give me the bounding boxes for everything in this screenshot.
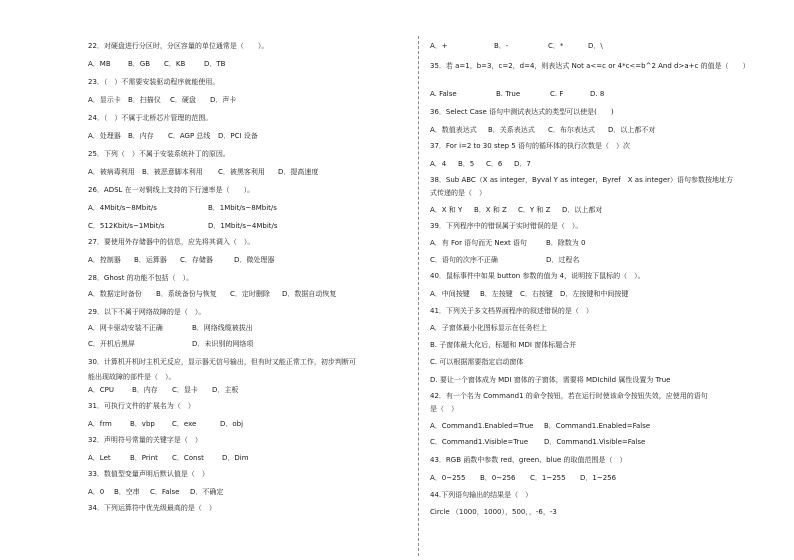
option: B．系统备份与恢复 — [156, 290, 217, 298]
option-row — [88, 60, 225, 69]
option-row — [88, 222, 278, 231]
question-text: 28．Ghost 的功能不包括（ ）。 — [88, 274, 194, 282]
option: C．定时删除 — [230, 290, 270, 298]
option: D．Command1.Visible=False — [544, 438, 646, 446]
question-text: 41．下列关于多文档界面程序的叙述错误的是（ ） — [430, 307, 593, 315]
question-text: 33．数值型变量声明后默认值是（ ） — [88, 470, 209, 478]
option: D．obj — [220, 420, 244, 428]
option-row — [430, 42, 603, 51]
option-text: C. 可以根据需要指定启动窗体 — [430, 358, 524, 366]
option: B．X 和 Z — [474, 206, 507, 214]
option: D．过程名 — [546, 256, 580, 264]
option: A．被病毒利用 — [88, 168, 135, 176]
option: B．0~256 — [480, 474, 516, 482]
option: C．KB — [164, 60, 186, 68]
question-text: 22．对硬盘进行分区时，分区容量的单位通常是（ ）。 — [88, 42, 269, 50]
option-row — [430, 206, 602, 215]
option-row — [88, 256, 274, 265]
option: D．数据自动恢复 — [282, 290, 337, 298]
option: B．被恶意脚本利用 — [142, 168, 203, 176]
option: B．除数为 0 — [546, 239, 586, 247]
option-row — [88, 454, 249, 463]
option: C．6 — [486, 160, 503, 168]
option: D．左按键和中间按键 — [560, 290, 629, 298]
option: C．1~255 — [530, 474, 566, 482]
option: A．0 — [88, 488, 105, 496]
option: A．X 和 Y — [430, 206, 463, 214]
option: D．微处理器 — [234, 256, 275, 264]
question-text: 能出现故障的部件是（ ）。 — [88, 373, 176, 381]
option-row — [430, 126, 655, 135]
option: B．5 — [458, 160, 475, 168]
question-text: 42．有一个名为 Command1 的命令按钮，若在运行时使该命令按钮失效，应使用的语句 — [430, 392, 708, 400]
option-row — [88, 488, 223, 497]
option-row — [88, 420, 243, 429]
option: B．关系表达式 — [488, 126, 535, 134]
option: D．PCI 设备 — [218, 132, 258, 140]
question-text: 24．（ ）不属于北桥芯片管理的范围。 — [88, 114, 213, 122]
option: A. False — [430, 90, 457, 98]
option-row — [430, 256, 579, 265]
option-row — [88, 132, 258, 141]
question-text: 25．下列（ ）不属于安装系统补丁的原因。 — [88, 150, 230, 158]
question-text: 是（ ） — [430, 405, 458, 413]
question-text: 31．可执行文件的扩展名为（ ） — [88, 402, 195, 410]
option: A．frm — [88, 420, 112, 428]
option: B．1Mbit/s~8Mbit/s — [208, 204, 277, 212]
column-divider — [418, 36, 419, 556]
option: A．CPU — [88, 386, 115, 394]
option: A．显示卡 — [88, 96, 121, 104]
option: D．TB — [204, 60, 226, 68]
option: B．Command1.Enabled=False — [544, 422, 651, 430]
option: C．Command1.Visible=True — [430, 438, 529, 446]
option-row — [88, 204, 277, 213]
option: A．有 For 语句而无 Next 语句 — [430, 239, 527, 247]
option: C．被黑客利用 — [218, 168, 265, 176]
option: C. F — [550, 90, 564, 98]
option: C．硬盘 — [170, 96, 196, 104]
question-text: 式传递的是（ ） — [430, 189, 486, 197]
option: D．主板 — [212, 386, 239, 394]
option: A．网卡驱动安装不正确 — [88, 324, 163, 332]
option: A．4 — [430, 160, 447, 168]
option-text: Circle （1000，1000），500，，-6，-3 — [430, 508, 557, 516]
option: A．Command1.Enabled=True — [430, 422, 534, 430]
option: B．扫描仪 — [128, 96, 161, 104]
option-row — [430, 422, 650, 431]
question-text: 26．ADSL 在一对铜线上支持的下行速率是（ ）。 — [88, 186, 255, 194]
question-text: 39．下列程序中的错误属于实时错误的是（ ）。 — [430, 222, 583, 230]
option: A．4Mbit/s~8Mbit/s — [88, 204, 157, 212]
option: C．512Kbit/s~1Mbit/s — [88, 222, 165, 230]
question-text: 30．计算机开机时主机无反应，显示器无信号输出，但有时又能正常工作，初步判断可 — [88, 358, 356, 366]
question-text: 38．Sub ABC（X as integer，Byval Y as integer，Byref X as integer）语句参数按地址方 — [430, 176, 734, 184]
option: B．左按键 — [480, 290, 513, 298]
option: C．exe — [172, 420, 197, 428]
option: A．+ — [430, 42, 448, 50]
option: C．False — [150, 488, 180, 496]
option-text: D. 要让一个窗体成为 MDI 窗体的子窗体，需要将 MDIchild 属性设置为 True — [430, 376, 671, 384]
option: C．语句的次序不正确 — [430, 256, 498, 264]
option: D．1~256 — [580, 474, 617, 482]
option-row — [88, 324, 253, 333]
option: C．AGP 总线 — [168, 132, 211, 140]
question-text: 34．下列运算符中优先级最高的是（ ） — [88, 504, 216, 512]
option: A．Let — [88, 454, 111, 462]
option: C．Const — [172, 454, 204, 462]
option: A．数据定时备份 — [88, 290, 142, 298]
question-text: 35．若 a=1，b=3，c=2，d=4，则表达式 Not a<=c or 4*c<=b^2 And d>a+c 的值是（ ） — [430, 62, 750, 70]
option: D．Dim — [222, 454, 249, 462]
option: B．Print — [130, 454, 158, 462]
option: D．1Mbit/s~4Mbit/s — [208, 222, 278, 230]
option: B．GB — [128, 60, 151, 68]
option: B．内存 — [132, 386, 158, 394]
option-text: B. 子窗体最大化后，标题和 MDI 窗体标题合并 — [430, 341, 577, 349]
option: B．空串 — [114, 488, 140, 496]
option: A．处理器 — [88, 132, 121, 140]
option: D．以上都对 — [562, 206, 603, 214]
option-row — [88, 386, 238, 395]
option-row — [88, 96, 236, 105]
option: A．控制器 — [88, 256, 121, 264]
question-text: 37．For i=2 to 30 step 5 语句的循环体的执行次数是（ ）次 — [430, 142, 630, 150]
option: D．7 — [514, 160, 531, 168]
option: C．布尔表达式 — [548, 126, 595, 134]
option-row — [430, 160, 531, 169]
option: B. True — [496, 90, 521, 98]
option-row — [88, 290, 336, 299]
option-text: A．子窗体最小化图标显示在任务栏上 — [430, 324, 547, 332]
option-row — [430, 474, 616, 483]
option: A．数值表达式 — [430, 126, 477, 134]
option: A．MB — [88, 60, 111, 68]
option: D．声卡 — [210, 96, 237, 104]
option-row — [88, 168, 318, 177]
option: B．- — [494, 42, 509, 50]
option: B．运算器 — [134, 256, 167, 264]
option: D．未识别的网络项 — [192, 340, 254, 348]
option: B．内存 — [128, 132, 154, 140]
option: D．\ — [588, 42, 603, 50]
option-row — [430, 90, 604, 99]
option: A．中间按键 — [430, 290, 470, 298]
option: C．右按键 — [520, 290, 553, 298]
question-text: 27．要使用外存储器中的信息，应先将其调入（ ）。 — [88, 238, 255, 246]
option: C．存储器 — [180, 256, 213, 264]
option: D．以上都不对 — [608, 126, 656, 134]
question-text: 32．声明符号常量的关键字是（ ） — [88, 436, 202, 444]
question-text: 40．鼠标事件中如果 button 参数的值为 4，说明按下鼠标的（ ）。 — [430, 272, 645, 280]
option: D. 8 — [590, 90, 605, 98]
question-text: 44.下列语句输出的结果是（ ） — [430, 491, 533, 499]
question-text: 23．（ ）不需要安装驱动程序就能使用。 — [88, 78, 220, 86]
option-row — [430, 438, 645, 447]
option: C．Y 和 Z — [518, 206, 551, 214]
option: A．0~255 — [430, 474, 466, 482]
option: D．不确定 — [190, 488, 224, 496]
option: C．开机后黑屏 — [88, 340, 135, 348]
question-text: 43．RGB 函数中参数 red、green、blue 的取值范围是（ ） — [430, 456, 627, 464]
option-row — [430, 239, 585, 248]
option: B．网络线缆被拔出 — [192, 324, 253, 332]
option: D．提高速度 — [278, 168, 319, 176]
question-text: 29．以下不属于网络故障的是（ ）。 — [88, 308, 206, 316]
option: C．* — [548, 42, 564, 50]
option-row — [88, 340, 253, 349]
option-row — [430, 290, 628, 299]
option: B．vbp — [130, 420, 155, 428]
option: C．显卡 — [172, 386, 198, 394]
question-text: 36．Select Case 语句中测试表达式的类型可以使是( ) — [430, 108, 614, 116]
